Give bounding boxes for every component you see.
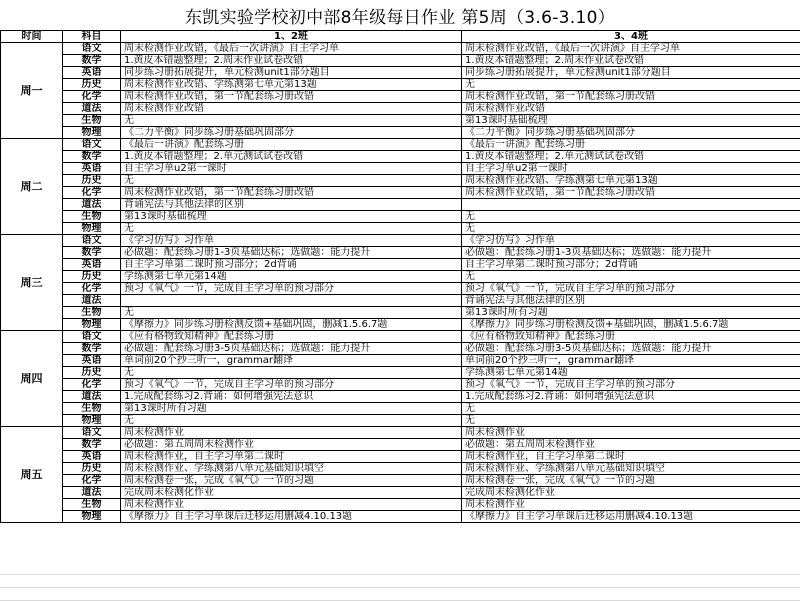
task-cell-class34: 1.黄皮本错题整理；2.单元测试试卷改错 <box>462 151 800 163</box>
subject-cell: 物理 <box>63 415 121 427</box>
task-cell-class34: 自主学习单第二课时预习部分；2d背诵 <box>462 259 800 271</box>
subject-cell: 化学 <box>63 379 121 391</box>
table-row <box>1 223 800 235</box>
table-row <box>1 55 800 67</box>
subject-cell: 数学 <box>63 343 121 355</box>
subject-cell: 生物 <box>63 211 121 223</box>
table-row <box>1 211 800 223</box>
day-cell: 周四 <box>1 331 63 427</box>
task-cell-class34: 完成周末检测化作业 <box>462 487 800 499</box>
subject-cell: 化学 <box>63 475 121 487</box>
subject-cell: 历史 <box>63 271 121 283</box>
subject-cell: 数学 <box>63 439 121 451</box>
table-row <box>1 79 800 91</box>
task-cell-class34: 必做题：配套练习册3-5页基础达标；选做题：能力提升 <box>462 343 800 355</box>
table-row <box>1 115 800 127</box>
table-row <box>1 343 800 355</box>
header-time: 时间 <box>1 31 63 43</box>
table-row <box>1 103 800 115</box>
task-cell-class12: 预习《氧气》一节，完成自主学习单的预习部分 <box>121 379 462 391</box>
task-cell-class34: 背诵宪法与其他法律的区别 <box>462 295 800 307</box>
table-row <box>1 283 800 295</box>
task-cell-class12: 1.黄皮本错题整理；2.周末作业试卷改错 <box>121 55 462 67</box>
subject-cell: 语文 <box>63 427 121 439</box>
table-row <box>1 499 800 511</box>
subject-cell: 道法 <box>63 487 121 499</box>
table-row <box>1 127 800 139</box>
task-cell-class12: 自主学习单u2第一课时 <box>121 163 462 175</box>
task-cell-class34: 自主学习单u2第一课时 <box>462 163 800 175</box>
day-cell: 周二 <box>1 139 63 235</box>
task-cell-class12: 无 <box>121 175 462 187</box>
task-cell-class34: 同步练习册拓展提升，单元检测unit1部分题目 <box>462 67 800 79</box>
subject-cell: 英语 <box>63 355 121 367</box>
table-row <box>1 235 800 247</box>
task-cell-class12: 周末检测卷一张，完成《氧气》一节的习题 <box>121 475 462 487</box>
task-cell-class12: 《二力平衡》同步练习册基础巩固部分 <box>121 127 462 139</box>
task-cell-class12: 必做题：第五周周末检测作业 <box>121 439 462 451</box>
task-cell-class12: 《应有格物致知精神》配套练习册 <box>121 331 462 343</box>
task-cell-class34: 1.黄皮本错题整理；2.周末作业试卷改错 <box>462 55 800 67</box>
task-cell-class34: 周末检测作业改错，《最后一次讲演》自主学习单 <box>462 43 800 55</box>
task-cell-class12: 周末检测作业改错，《最后一次讲演》自主学习单 <box>121 43 462 55</box>
task-cell-class34: 周末检测作业 <box>462 427 800 439</box>
task-cell-class12: 周末检测作业、学练测第八单元基础知识填空 <box>121 463 462 475</box>
task-cell-class12: 《摩擦力》同步练习册检测反馈+基础巩固，删减1.5.6.7题 <box>121 319 462 331</box>
task-cell-class34: 第13课时所有习题 <box>462 307 800 319</box>
task-cell-class34: 周末检测作业改错，第一节配套练习册改错 <box>462 91 800 103</box>
table-row <box>1 331 800 343</box>
subject-cell: 化学 <box>63 283 121 295</box>
task-cell-class12: 周末检测作业 <box>121 499 462 511</box>
task-cell-class12: 单词前20个抄三听一，grammar翻译 <box>121 355 462 367</box>
table-row <box>1 403 800 415</box>
task-cell-class34: 周末检测卷一张，完成《氧气》一节的习题 <box>462 475 800 487</box>
header-class12: 1、2班 <box>121 31 462 43</box>
header-class34: 3、4班 <box>462 31 800 43</box>
task-cell-class12: 学练测第七单元第14题 <box>121 271 462 283</box>
task-cell-class34: 《学习仿写》习作单 <box>462 235 800 247</box>
task-cell-class12: 无 <box>121 307 462 319</box>
subject-cell: 化学 <box>63 91 121 103</box>
task-cell-class12: 预习《氧气》一节，完成自主学习单的预习部分 <box>121 283 462 295</box>
task-cell-class12: 第13课时所有习题 <box>121 403 462 415</box>
task-cell-class12: 无 <box>121 223 462 235</box>
table-row <box>1 451 800 463</box>
subject-cell: 历史 <box>63 367 121 379</box>
table-row <box>1 271 800 283</box>
subject-cell: 生物 <box>63 499 121 511</box>
task-cell-class34: 周末检测作业、学练测第八单元基础知识填空 <box>462 463 800 475</box>
task-cell-class34: 第13课时基础梳理 <box>462 115 800 127</box>
task-cell-class12: 周末检测作业改错，第一节配套练习册改错 <box>121 91 462 103</box>
subject-cell: 语文 <box>63 235 121 247</box>
task-cell-class12: 背诵宪法与其他法律的区别 <box>121 199 462 211</box>
task-cell-class34: 无 <box>462 415 800 427</box>
task-cell-class34: 无 <box>462 79 800 91</box>
homework-table <box>0 30 800 523</box>
task-cell-class12: 《摩擦力》自主学习单课后迁移运用删减4.10.13题 <box>121 511 462 523</box>
task-cell-class12: 周末检测作业 <box>121 427 462 439</box>
task-cell-class34: 预习《氧气》一节，完成自主学习单的预习部分 <box>462 283 800 295</box>
task-cell-class12 <box>121 295 462 307</box>
subject-cell: 道法 <box>63 391 121 403</box>
task-cell-class12: 1.完成配套练习2.背诵：如何增强宪法意识 <box>121 391 462 403</box>
task-cell-class12: 第13课时基础梳理 <box>121 211 462 223</box>
task-cell-class34: 周末检测作业改错、学练测第七单元第13题 <box>462 175 800 187</box>
table-row <box>1 163 800 175</box>
table-row <box>1 91 800 103</box>
subject-cell: 物理 <box>63 223 121 235</box>
subject-cell: 道法 <box>63 103 121 115</box>
subject-cell: 化学 <box>63 187 121 199</box>
task-cell-class34: 预习《氧气》一节，完成自主学习单的预习部分 <box>462 379 800 391</box>
subject-cell: 英语 <box>63 67 121 79</box>
table-row <box>1 427 800 439</box>
table-body <box>1 43 800 523</box>
table-row <box>1 487 800 499</box>
subject-cell: 历史 <box>63 79 121 91</box>
table-row <box>1 151 800 163</box>
task-cell-class12: 必做题：配套练习册1-3页基础达标；选做题：能力提升 <box>121 247 462 259</box>
task-cell-class12: 1.黄皮本错题整理；2.单元测试试卷改错 <box>121 151 462 163</box>
task-cell-class12: 无 <box>121 115 462 127</box>
header-row <box>1 31 800 43</box>
table-row <box>1 463 800 475</box>
task-cell-class34: 必做题：第五周周末检测作业 <box>462 439 800 451</box>
task-cell-class34: 周末检测作业改错 <box>462 103 800 115</box>
table-row <box>1 379 800 391</box>
task-cell-class34: 无 <box>462 223 800 235</box>
task-cell-class34: 《应有格物致知精神》配套练习册 <box>462 331 800 343</box>
task-cell-class34: 周末检测作业，自主学习单第二课时 <box>462 451 800 463</box>
subject-cell: 语文 <box>63 331 121 343</box>
subject-cell: 英语 <box>63 163 121 175</box>
table-row <box>1 259 800 271</box>
table-row <box>1 295 800 307</box>
task-cell-class34: 学练测第七单元第14题 <box>462 367 800 379</box>
table-row <box>1 367 800 379</box>
task-cell-class34: 《摩擦力》同步练习册检测反馈+基础巩固，删减1.5.6.7题 <box>462 319 800 331</box>
subject-cell: 语文 <box>63 139 121 151</box>
subject-cell: 历史 <box>63 463 121 475</box>
subject-cell: 英语 <box>63 259 121 271</box>
task-cell-class34: 无 <box>462 271 800 283</box>
task-cell-class12: 无 <box>121 415 462 427</box>
table-row <box>1 511 800 523</box>
sheet-title: 东凯实验学校初中部8年级每日作业 第5周（3.6-3.10） <box>0 0 800 30</box>
subject-cell: 数学 <box>63 247 121 259</box>
task-cell-class12: 周末检测作业改错，第一节配套练习册改错 <box>121 187 462 199</box>
table-row <box>1 199 800 211</box>
subject-cell: 数学 <box>63 151 121 163</box>
task-cell-class34: 周末检测作业 <box>462 499 800 511</box>
task-cell-class12: 《学习仿写》习作单 <box>121 235 462 247</box>
subject-cell: 生物 <box>63 115 121 127</box>
subject-cell: 生物 <box>63 403 121 415</box>
task-cell-class12: 周末检测作业，自主学习单第二课时 <box>121 451 462 463</box>
subject-cell: 数学 <box>63 55 121 67</box>
task-cell-class12: 周末检测作业改错 <box>121 103 462 115</box>
task-cell-class34: 1.完成配套练习2.背诵：如何增强宪法意识 <box>462 391 800 403</box>
table-row <box>1 43 800 55</box>
task-cell-class34: 周末检测作业改错，第一节配套练习册改错 <box>462 187 800 199</box>
task-cell-class34: 《二力平衡》同步练习册基础巩固部分 <box>462 127 800 139</box>
table-row <box>1 439 800 451</box>
task-cell-class34: 必做题：配套练习册1-3页基础达标；选做题：能力提升 <box>462 247 800 259</box>
subject-cell: 道法 <box>63 199 121 211</box>
task-cell-class34: 《最后一讲演》配套练习册 <box>462 139 800 151</box>
task-cell-class12: 同步练习册拓展提升，单元检测unit1部分题目 <box>121 67 462 79</box>
table-row <box>1 391 800 403</box>
table-row <box>1 319 800 331</box>
table-row <box>1 139 800 151</box>
table-row <box>1 187 800 199</box>
task-cell-class34: 《摩擦力》自主学习单课后迁移运用删减4.10.13题 <box>462 511 800 523</box>
day-cell: 周五 <box>1 427 63 523</box>
subject-cell: 物理 <box>63 511 121 523</box>
table-row <box>1 307 800 319</box>
task-cell-class34: 无 <box>462 403 800 415</box>
subject-cell: 物理 <box>63 319 121 331</box>
table-row <box>1 67 800 79</box>
task-cell-class12: 自主学习单第二课时预习部分；2d背诵 <box>121 259 462 271</box>
table-row <box>1 415 800 427</box>
table-row <box>1 475 800 487</box>
header-subject: 科目 <box>63 31 121 43</box>
subject-cell: 语文 <box>63 43 121 55</box>
task-cell-class12: 无 <box>121 367 462 379</box>
subject-cell: 英语 <box>63 451 121 463</box>
task-cell-class12: 完成周末检测化作业 <box>121 487 462 499</box>
task-cell-class34 <box>462 199 800 211</box>
subject-cell: 历史 <box>63 175 121 187</box>
day-cell: 周三 <box>1 235 63 331</box>
task-cell-class34: 单词前20个抄三听一，grammar翻译 <box>462 355 800 367</box>
subject-cell: 道法 <box>63 295 121 307</box>
empty-sheet-rows <box>0 562 800 600</box>
task-cell-class12: 《最后一讲演》配套练习册 <box>121 139 462 151</box>
table-row <box>1 247 800 259</box>
task-cell-class34: 无 <box>462 211 800 223</box>
subject-cell: 物理 <box>63 127 121 139</box>
table-row <box>1 355 800 367</box>
table-row <box>1 175 800 187</box>
subject-cell: 生物 <box>63 307 121 319</box>
task-cell-class12: 周末检测作业改错、学练测第七单元第13题 <box>121 79 462 91</box>
day-cell: 周一 <box>1 43 63 139</box>
task-cell-class12: 必做题：配套练习册3-5页基础达标；选做题：能力提升 <box>121 343 462 355</box>
